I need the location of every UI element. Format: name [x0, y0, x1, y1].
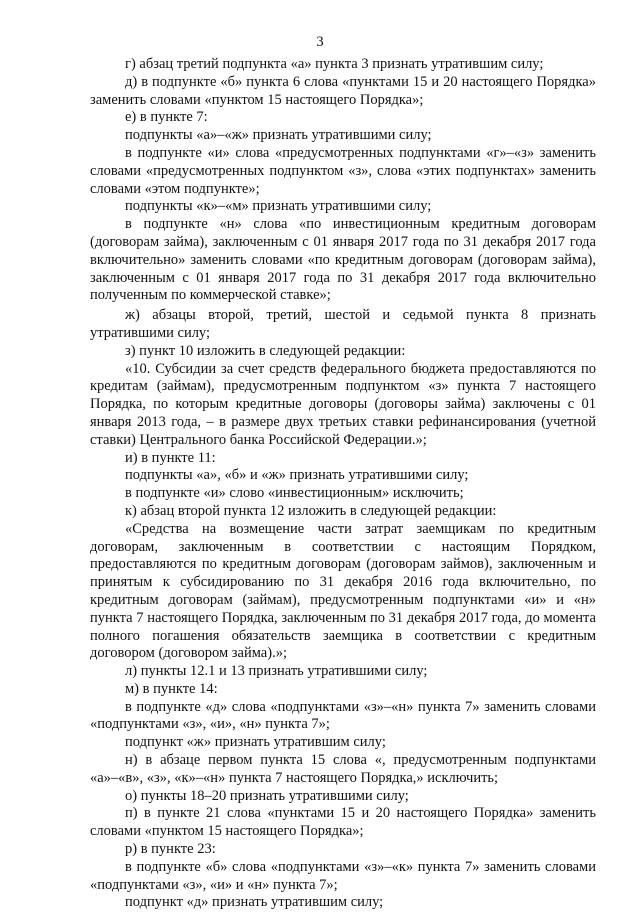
- paragraph-p: п) в пункте 21 слова «пунктами 15 и 20 настоящего Порядка» заменить словами «пунктом 15 настоящего Порядка»;: [90, 805, 596, 840]
- paragraph-n: н) в абзаце первом пункта 15 слова «, предусмотренным подпунктами «а»–«в», «з», «к»–«н» пункта 7 настоящего Порядка,» исключить;: [90, 752, 596, 786]
- page-number: 3: [316, 34, 324, 50]
- paragraph-e-1: подпункты «а»–«ж» признать утратившими силу;: [125, 127, 432, 144]
- paragraph-g: г) абзац третий подпункта «а» пункта 3 признать утратившим силу;: [125, 56, 544, 72]
- paragraph-k: к) абзац второй пункта 12 изложить в следующей редакции:: [125, 502, 497, 519]
- paragraph-l: л) пункты 12.1 и 13 признать утратившими силу;: [125, 663, 428, 680]
- paragraph-i: и) в пункте 11:: [125, 449, 216, 466]
- paragraph-r-2: подпункт «д» признать утратившим силу;: [125, 894, 384, 911]
- paragraph-m-2: подпункт «ж» признать утратившим силу;: [125, 734, 386, 751]
- paragraph-i-2: в подпункте «и» слово «инвестиционным» исключить;: [125, 485, 464, 502]
- paragraph-k-quote: «Средства на возмещение части затрат заемщикам по кредитным договорам, заключенным в соответствии с настоящим Порядком, предоставляются по кредитным договорам (договорам займов), заключенным и принятым к субсидированию по 31 декабря 2016 года включительно, по кредитным договорам (займам), предусмотренным подпунктами «и» и «н» пункта 7 настоящего Порядка, заключенным по 31 декабря 2017 года, до момента полного погашения обязательств заемщика в соответствии с кредитным договором (договором займа).»;: [90, 520, 596, 662]
- paragraph-m: м) в пункте 14:: [125, 680, 218, 697]
- paragraph-d: д) в подпункте «б» пункта 6 слова «пунктами 15 и 20 настоящего Порядка» заменить словами «пунктом 15 настоящего Порядка»;: [90, 73, 596, 108]
- document-body: [90, 56, 596, 912]
- paragraph-z: з) пункт 10 изложить в следующей редакции:: [125, 342, 406, 359]
- paragraph-m-1: в подпункте «д» слова «подпунктами «з»–«н» пункта 7» заменить словами «подпунктами «з», «и», «н» пункта 7»;: [90, 698, 596, 733]
- paragraph-z-quote: «10. Субсидии за счет средств федерального бюджета предоставляются по кредитам (займам), предусмотренным подпунктом «з» пункта 7 настоящего Порядка, по которым кредитные договоры (договоры займа) заключены с 01 января 2013 года, – в размере двух третьих ставки рефинансирования (учетной ставки) Центрального банка Российской Федерации.»;: [90, 360, 596, 448]
- paragraph-i-1: подпункты «а», «б» и «ж» признать утратившими силу;: [125, 467, 469, 484]
- paragraph-o: о) пункты 18–20 признать утратившими силу;: [125, 787, 409, 804]
- paragraph-e-2: в подпункте «и» слова «предусмотренных подпунктами «г»–«з» заменить словами «предусмотренных подпунктом «з», слова «этих подпунктах» заменить словами «этом подпункте»;: [90, 144, 596, 197]
- paragraph-e-4: в подпункте «н» слова «по инвестиционным кредитным договорам (договорам займа), заключенным с 01 января 2017 года по 31 декабря 2017 года включительно» заменить словами «по кредитным договорам (договорам займа), заключенным с 01 января 2017 года по 31 декабря 2017 года включительно полученным по коммерческой ставке»;: [90, 216, 596, 304]
- paragraph-r: р) в пункте 23:: [125, 841, 216, 858]
- paragraph-e-3: подпункты «к»–«м» признать утратившими силу;: [125, 198, 432, 215]
- paragraph-zh: ж) абзацы второй, третий, шестой и седьмой пункта 8 признать утратившими силу;: [90, 307, 596, 341]
- paragraph-r-1: в подпункте «б» слова «подпунктами «з»–«к» пункта 7» заменить словами «подпунктами «з», «и» и «н» пункта 7»;: [90, 858, 596, 893]
- paragraph-e: е) в пункте 7:: [125, 109, 208, 126]
